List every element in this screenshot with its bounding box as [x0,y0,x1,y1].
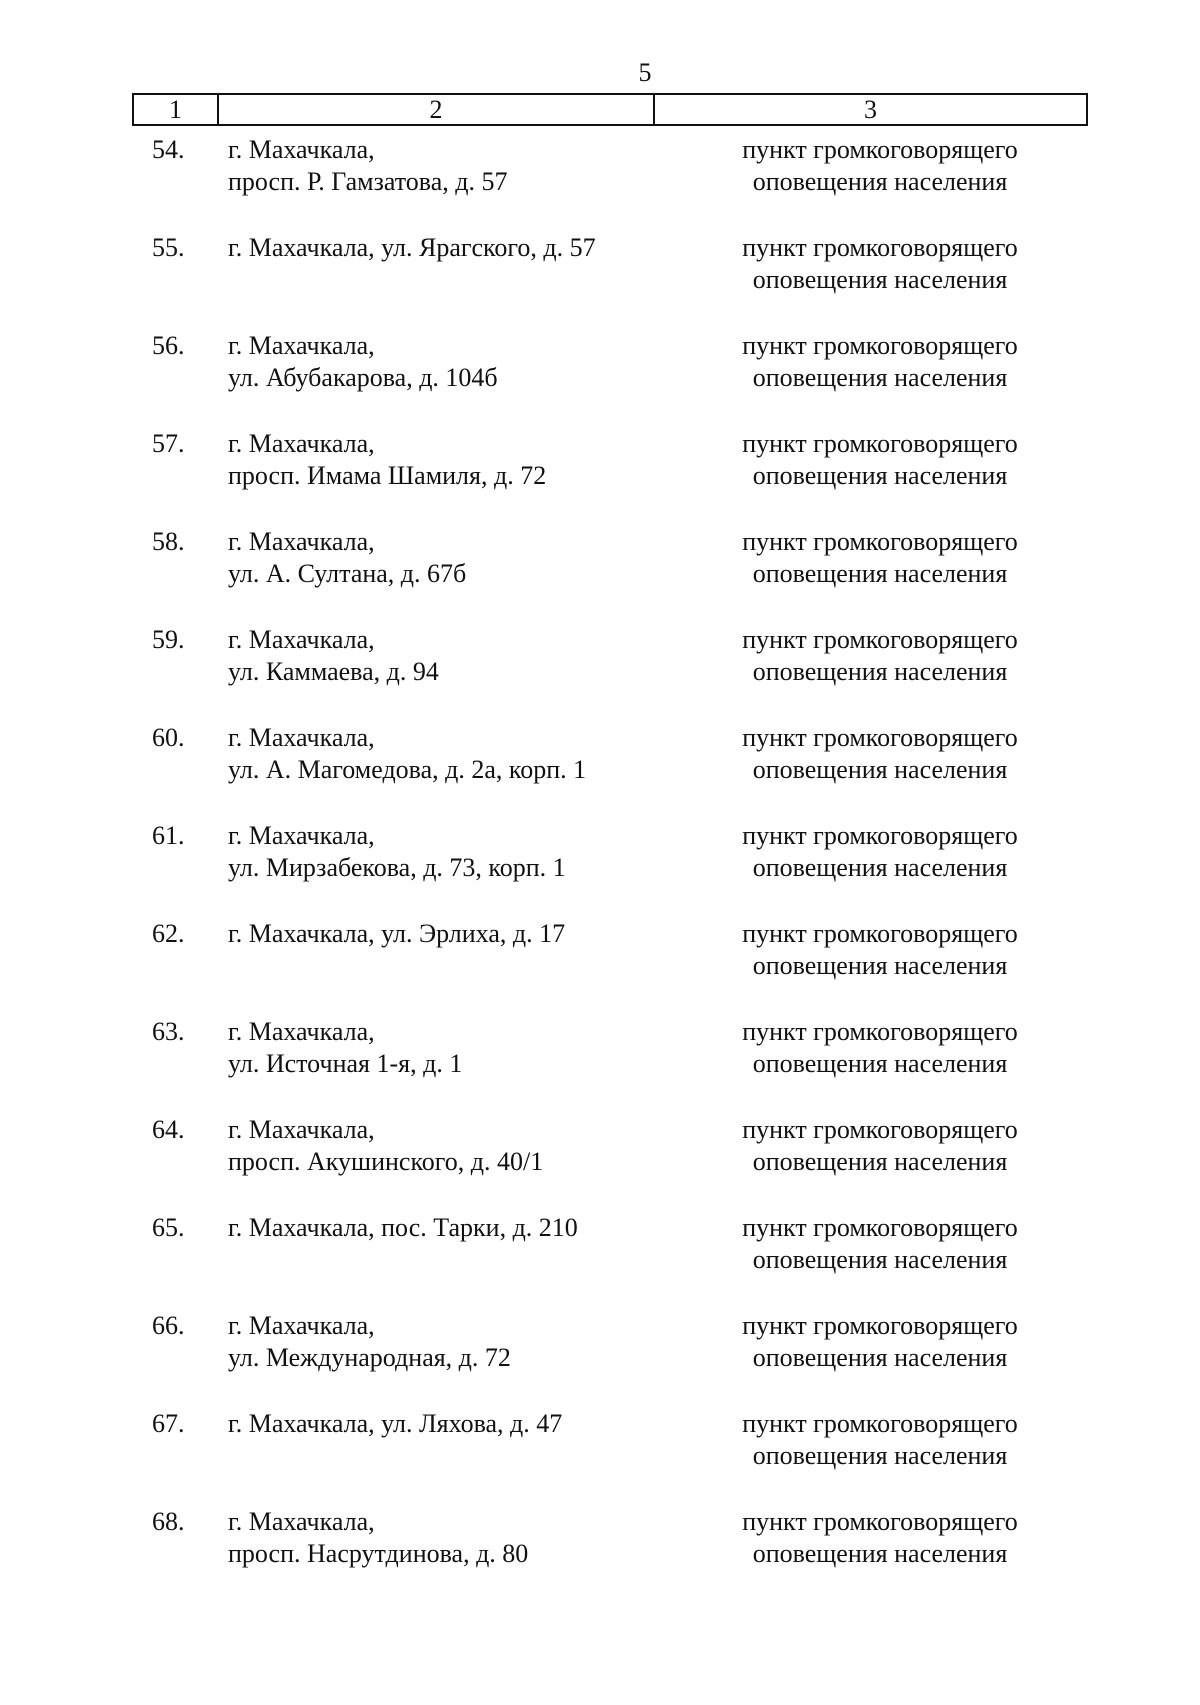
description-line-2: оповещения населения [752,657,1008,686]
description-line-2: оповещения населения [752,1245,1008,1274]
row-number: 64. [152,1115,185,1144]
row-address [228,722,698,786]
description-line-2: оповещения населения [752,461,1008,490]
table-row [0,226,1200,324]
row-address [228,1212,698,1244]
address-line-1: г. Махачкала, [228,1017,375,1046]
description-line-2: оповещения населения [752,1441,1008,1470]
row-address [228,526,698,590]
table-row [0,422,1200,520]
address-line-2: ул. Мирзабекова, д. 73, корп. 1 [228,853,566,882]
row-address [228,1310,698,1374]
row-number: 60. [152,723,185,752]
address-line-1: г. Махачкала, ул. Ярагского, д. 57 [228,233,596,262]
row-description [700,820,1060,884]
table-body [0,128,1200,1598]
row-number: 66. [152,1311,185,1340]
row-address [228,330,698,394]
table-row [0,618,1200,716]
row-description [700,1310,1060,1374]
address-line-1: г. Махачкала, [228,135,375,164]
description-line-1: пункт громкоговорящего [742,821,1018,850]
description-line-1: пункт громкоговорящего [742,723,1018,752]
table-row [0,1402,1200,1500]
description-line-1: пункт громкоговорящего [742,429,1018,458]
address-line-2: просп. Имама Шамиля, д. 72 [228,461,547,490]
row-number: 63. [152,1017,185,1046]
row-number: 59. [152,625,185,654]
address-line-2: ул. Источная 1-я, д. 1 [228,1049,463,1078]
address-line-1: г. Махачкала, [228,331,375,360]
description-line-1: пункт громкоговорящего [742,1311,1018,1340]
description-line-2: оповещения населения [752,559,1008,588]
row-address [228,134,698,198]
description-line-1: пункт громкоговорящего [742,135,1018,164]
header-col-2: 2 [219,95,655,124]
row-description [700,330,1060,394]
row-description [700,918,1060,982]
row-description [700,1212,1060,1276]
row-address [228,624,698,688]
description-line-1: пункт громкоговорящего [742,1115,1018,1144]
row-description [700,624,1060,688]
table-row [0,912,1200,1010]
row-address [228,1506,698,1570]
row-description [700,1114,1060,1178]
row-address [228,1114,698,1178]
row-number: 55. [152,233,185,262]
row-number: 68. [152,1507,185,1536]
table-row [0,814,1200,912]
description-line-1: пункт громкоговорящего [742,1409,1018,1438]
address-line-1: г. Махачкала, [228,1115,375,1144]
description-line-1: пункт громкоговорящего [742,625,1018,654]
row-address [228,820,698,884]
row-number: 62. [152,919,185,948]
description-line-1: пункт громкоговорящего [742,331,1018,360]
row-number: 67. [152,1409,185,1438]
description-line-1: пункт громкоговорящего [742,919,1018,948]
row-description [700,1016,1060,1080]
row-description [700,428,1060,492]
address-line-1: г. Махачкала, [228,1507,375,1536]
address-line-2: просп. Р. Гамзатова, д. 57 [228,167,508,196]
table-row [0,324,1200,422]
row-address [228,1016,698,1080]
row-description [700,1506,1060,1570]
row-number: 57. [152,429,185,458]
address-line-1: г. Махачкала, [228,625,375,654]
row-address [228,232,698,264]
table-header [132,93,1088,126]
description-line-1: пункт громкоговорящего [742,1017,1018,1046]
address-line-1: г. Махачкала, [228,527,375,556]
address-line-1: г. Махачкала, [228,821,375,850]
row-address [228,428,698,492]
description-line-2: оповещения населения [752,1539,1008,1568]
row-description [700,134,1060,198]
description-line-1: пункт громкоговорящего [742,1507,1018,1536]
row-number: 65. [152,1213,185,1242]
row-description [700,1408,1060,1472]
row-number: 56. [152,331,185,360]
table-row [0,128,1200,226]
description-line-2: оповещения населения [752,1343,1008,1372]
description-line-1: пункт громкоговорящего [742,233,1018,262]
table-row [0,1304,1200,1402]
address-line-1: г. Махачкала, пос. Тарки, д. 210 [228,1213,578,1242]
table-row [0,1206,1200,1304]
description-line-2: оповещения населения [752,363,1008,392]
page-number: 5 [638,58,652,87]
address-line-2: ул. А. Султана, д. 67б [228,559,467,588]
header-col-3: 3 [864,95,877,124]
table-row [0,1108,1200,1206]
address-line-2: просп. Насрутдинова, д. 80 [228,1539,529,1568]
description-line-1: пункт громкоговорящего [742,527,1018,556]
address-line-2: ул. Абубакарова, д. 104б [228,363,498,392]
address-line-1: г. Махачкала, [228,1311,375,1340]
description-line-2: оповещения населения [752,951,1008,980]
address-line-2: ул. А. Магомедова, д. 2а, корп. 1 [228,755,587,784]
address-line-2: просп. Акушинского, д. 40/1 [228,1147,544,1176]
header-col-1: 1 [134,95,219,124]
description-line-2: оповещения населения [752,755,1008,784]
row-address [228,1408,698,1440]
row-address [228,918,698,950]
table-row [0,716,1200,814]
description-line-2: оповещения населения [752,1147,1008,1176]
row-number: 54. [152,135,185,164]
row-number: 61. [152,821,185,850]
address-line-1: г. Махачкала, [228,723,375,752]
description-line-2: оповещения населения [752,1049,1008,1078]
address-line-2: ул. Международная, д. 72 [228,1343,511,1372]
address-line-1: г. Махачкала, ул. Эрлиха, д. 17 [228,919,566,948]
row-description [700,526,1060,590]
table-row [0,1010,1200,1108]
table-row [0,520,1200,618]
description-line-2: оповещения населения [752,853,1008,882]
row-description [700,232,1060,296]
row-number: 58. [152,527,185,556]
description-line-2: оповещения населения [752,265,1008,294]
address-line-1: г. Махачкала, ул. Ляхова, д. 47 [228,1409,563,1438]
description-line-2: оповещения населения [752,167,1008,196]
row-description [700,722,1060,786]
table-row [0,1500,1200,1598]
description-line-1: пункт громкоговорящего [742,1213,1018,1242]
address-line-2: ул. Каммаева, д. 94 [228,657,439,686]
address-line-1: г. Махачкала, [228,429,375,458]
